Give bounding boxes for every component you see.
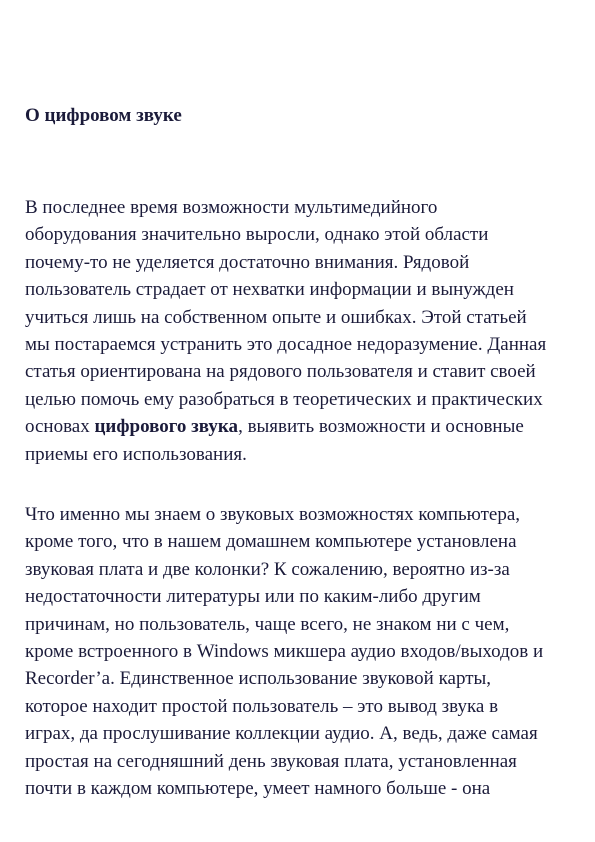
intro-paragraph	[25, 194, 585, 468]
paragraph-line: статья ориентирована на рядового пользователя и ставит своей	[25, 361, 536, 383]
paragraph-line	[25, 413, 585, 440]
paragraph-line: играх, да прослушивание коллекции аудио. А, ведь, даже самая	[25, 723, 538, 745]
second-paragraph	[25, 501, 585, 802]
paragraph-line: целью помочь ему разобраться в теоретических и практических	[25, 388, 543, 410]
paragraph-line: кроме встроенного в Windows микшера аудио входов/выходов и	[25, 641, 544, 663]
paragraph-line: простая на сегодняшний день звуковая плата, установленная	[25, 750, 517, 772]
paragraph-line: приемы его использования.	[25, 443, 247, 465]
paragraph-line: мы постараемся устранить это досадное недоразумение. Данная	[25, 334, 547, 356]
paragraph-line: учиться лишь на собственном опыте и ошибках. Этой статьей	[25, 306, 527, 328]
paragraph-line: пользователь страдает от нехватки информации и вынужден	[25, 279, 514, 301]
bold-term: цифрового звука	[94, 416, 239, 438]
paragraph-line: оборудования значительно выросли, однако этой области	[25, 224, 489, 246]
paragraph-line: В последнее время возможности мультимедийного	[25, 197, 438, 218]
paragraph-line: почти в каждом компьютере, умеет намного больше - она	[25, 778, 491, 800]
document-title: О цифровом звуке	[25, 105, 182, 126]
line-prefix: основах	[25, 416, 95, 438]
paragraph-line: Recorder’а. Единственное использование звуковой карты,	[25, 668, 492, 690]
line-suffix: , выявить возможности и основные	[238, 416, 524, 438]
paragraph-line: недостаточности литературы или по каким-либо другим	[25, 586, 481, 608]
paragraph-line: кроме того, что в нашем домашнем компьютере установлена	[25, 531, 517, 553]
paragraph-line: звуковая плата и две колонки? К сожалению, вероятно из-за	[25, 558, 510, 580]
paragraph-line: Что именно мы знаем о звуковых возможностях компьютера,	[25, 504, 521, 525]
paragraph-line: почему-то не уделяется достаточно внимания. Рядовой	[25, 251, 470, 273]
paragraph-line: причинам, но пользователь, чаще всего, не знаком ни с чем,	[25, 613, 510, 635]
paragraph-line: которое находит простой пользователь – это вывод звука в	[25, 695, 499, 717]
